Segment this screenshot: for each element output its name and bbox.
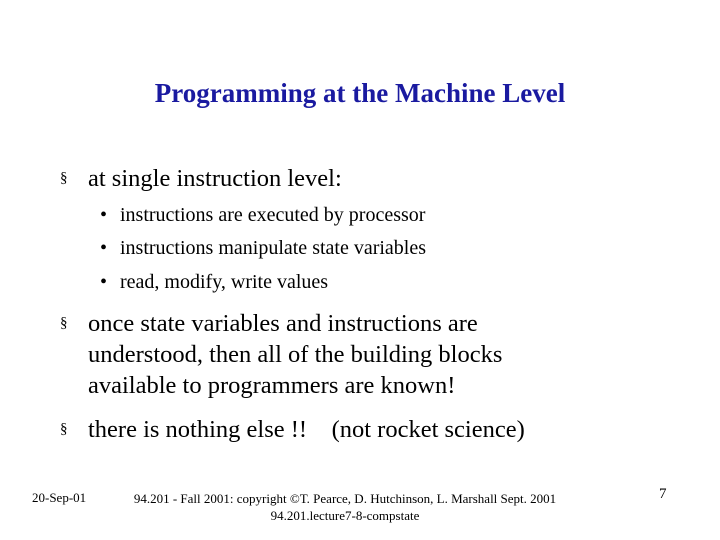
bullet-dot-icon: • [100, 237, 108, 259]
footer-copyright [100, 490, 590, 524]
sub-bullet-item [100, 203, 425, 227]
section-marker-icon: § [60, 421, 68, 437]
footer-lecture-id: 94.201.lecture7-8-compstate [270, 508, 420, 523]
sub-bullet-text: read, modify, write values [120, 271, 329, 293]
bullet-item [60, 414, 525, 445]
bullet-text: at single instruction level: [88, 165, 342, 192]
footer-copyright-line: 94.201 - Fall 2001: copyright ©T. Pearce, D. Hutchinson, L. Marshall Sept. 2001 [133, 491, 557, 506]
section-marker-icon: § [60, 170, 68, 186]
bullet-item [60, 308, 502, 401]
bullet-text-line: available to programmers are known! [88, 372, 456, 399]
bullet-text-line: understood, then all of the building blocks [88, 341, 503, 368]
bullet-text-line: once state variables and instructions are [88, 310, 478, 337]
page-number: 7 [659, 486, 667, 502]
sub-bullet-item [100, 236, 426, 260]
bullet-item [60, 163, 342, 194]
sub-bullet-text: instructions are executed by processor [120, 204, 426, 226]
footer-date: 20-Sep-01 [32, 490, 87, 505]
section-marker-icon: § [60, 315, 68, 331]
bullet-dot-icon: • [100, 271, 108, 293]
bullet-text: there is nothing else !! (not rocket science) [88, 416, 525, 443]
sub-bullet-item [100, 270, 328, 294]
sub-bullet-text: instructions manipulate state variables [120, 237, 427, 259]
bullet-dot-icon: • [100, 204, 108, 226]
slide-title: Programming at the Machine Level [154, 78, 566, 108]
